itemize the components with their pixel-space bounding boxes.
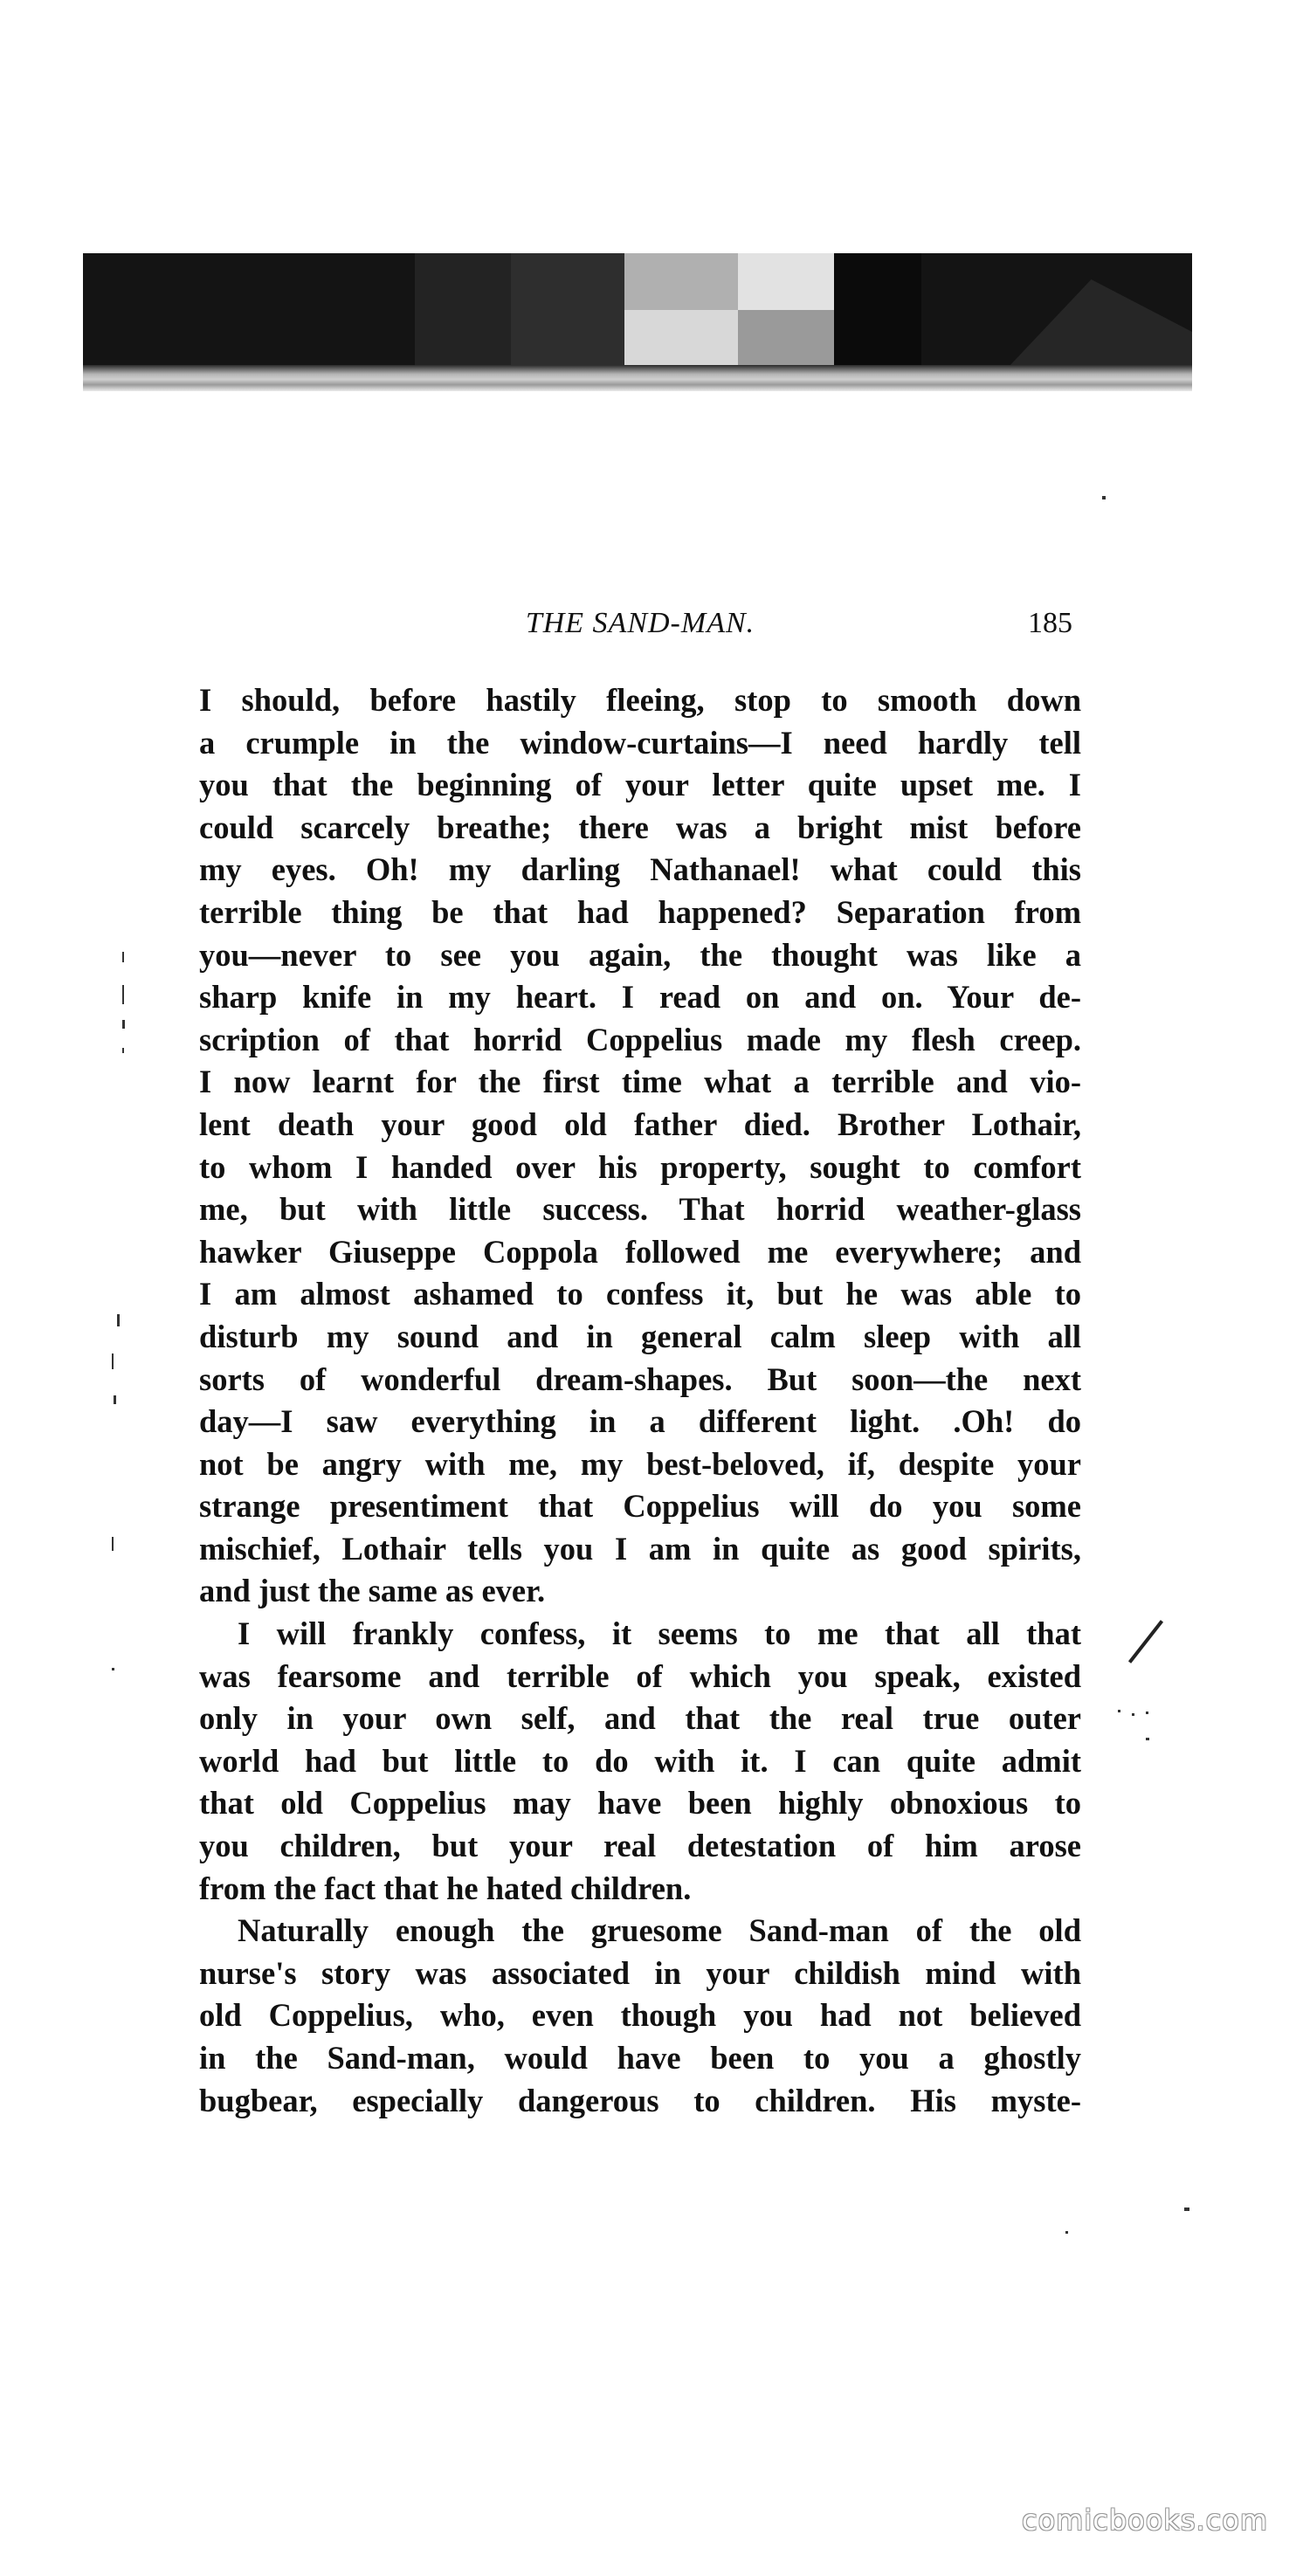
- speck: [1118, 1710, 1120, 1712]
- text-line: was fearsome and terrible of which you speak, existed: [199, 1657, 1081, 1694]
- speck: [122, 952, 124, 962]
- speck: [1102, 496, 1106, 499]
- text-line: mischief, Lothair tells you I am in quite as good spirits,: [199, 1530, 1081, 1567]
- text-line: old Coppelius, who, even though you had not believed: [199, 1997, 1081, 2034]
- text-line: sharp knife in my heart. I read on and on. Your de-: [199, 979, 1081, 1016]
- speck: [114, 1395, 116, 1404]
- banner-panel: [834, 253, 921, 367]
- speck: [1065, 2231, 1068, 2234]
- header-photo-strip: [83, 253, 1192, 391]
- text-line: terrible thing be that had happened? Separation from: [199, 893, 1081, 930]
- running-title: THE SAND-MAN.: [525, 607, 755, 639]
- text-line: you children, but your real detestation of him arose: [199, 1828, 1081, 1864]
- text-line: nurse's story was associated in your childish mind with: [199, 1954, 1081, 1991]
- banner-panel: [738, 253, 834, 310]
- text-line: not be angry with me, my best-beloved, if, despite your: [199, 1445, 1081, 1482]
- text-line-paragraph-start: Naturally enough the gruesome Sand-man of the old: [238, 1912, 1081, 1949]
- text-line: me, but with little success. That horrid weather-glass: [199, 1191, 1081, 1228]
- running-header: [199, 607, 1081, 651]
- page-body: [199, 679, 1081, 2122]
- text-line: you that the beginning of your letter quite upset me. I: [199, 767, 1081, 803]
- text-line: bugbear, especially dangerous to children. His myste-: [199, 2082, 1081, 2118]
- banner-panel: [738, 310, 834, 367]
- text-line: only in your own self, and that the real true outer: [199, 1700, 1081, 1737]
- text-line: that old Coppelius may have been highly obnoxious to: [199, 1785, 1081, 1822]
- speck: [117, 1314, 120, 1326]
- banner-shape: [1009, 279, 1192, 367]
- text-line: you—never to see you again, the thought was like a: [199, 936, 1081, 973]
- speck: [112, 1668, 114, 1670]
- text-line: world had but little to do with it. I can quite admit: [199, 1742, 1081, 1779]
- speck: [112, 1353, 114, 1369]
- text-line: I am almost ashamed to confess it, but he was able to: [199, 1276, 1081, 1312]
- banner-panel: [624, 310, 738, 367]
- text-line: strange presentiment that Coppelius will do you some: [199, 1488, 1081, 1525]
- speck: [122, 1048, 124, 1053]
- text-line: my eyes. Oh! my darling Nathanael! what could this: [199, 851, 1081, 888]
- text-line: I should, before hastily fleeing, stop to smooth down: [199, 682, 1081, 718]
- text-line: I now learnt for the first time what a terrible and vio-: [199, 1064, 1081, 1100]
- text-line-paragraph-end: from the fact that he hated children.: [199, 1870, 692, 1906]
- text-line-paragraph-end: and just the same as ever.: [199, 1573, 546, 1609]
- text-line: could scarcely breathe; there was a bright mist before: [199, 809, 1081, 845]
- watermark: comicbooks.com: [1021, 2504, 1268, 2537]
- text-line: in the Sand-man, would have been to you a ghostly: [199, 2040, 1081, 2076]
- speck: [1146, 1712, 1148, 1714]
- speck: [1184, 2208, 1189, 2211]
- text-line: lent death your good old father died. Brother Lothair,: [199, 1105, 1081, 1142]
- text-line: disturb my sound and in general calm sleep with all: [199, 1318, 1081, 1354]
- text-line: to whom I handed over his property, sought to comfort: [199, 1148, 1081, 1185]
- speck: [1146, 1738, 1149, 1740]
- text-line: sorts of wonderful dream-shapes. But soon—the next: [199, 1360, 1081, 1397]
- speck: [122, 1020, 125, 1029]
- banner-panel: [415, 253, 511, 367]
- text-line: day—I saw everything in a different light. .Oh! do: [199, 1403, 1081, 1440]
- text-line: a crumple in the window-curtains—I need hardly tell: [199, 724, 1081, 761]
- banner-panel: [624, 253, 738, 310]
- pen-mark: [1128, 1620, 1163, 1663]
- speck: [112, 1537, 114, 1551]
- text-line: hawker Giuseppe Coppola followed me everywhere; and: [199, 1233, 1081, 1270]
- text-line: scription of that horrid Coppelius made my flesh creep.: [199, 1021, 1081, 1057]
- page-number: 185: [1028, 607, 1072, 639]
- speck: [122, 985, 124, 1004]
- text-line-paragraph-start: I will frankly confess, it seems to me that all that: [238, 1615, 1081, 1652]
- speck: [1132, 1713, 1134, 1716]
- banner-panel: [511, 253, 624, 367]
- banner-bottom-edge: [83, 365, 1192, 391]
